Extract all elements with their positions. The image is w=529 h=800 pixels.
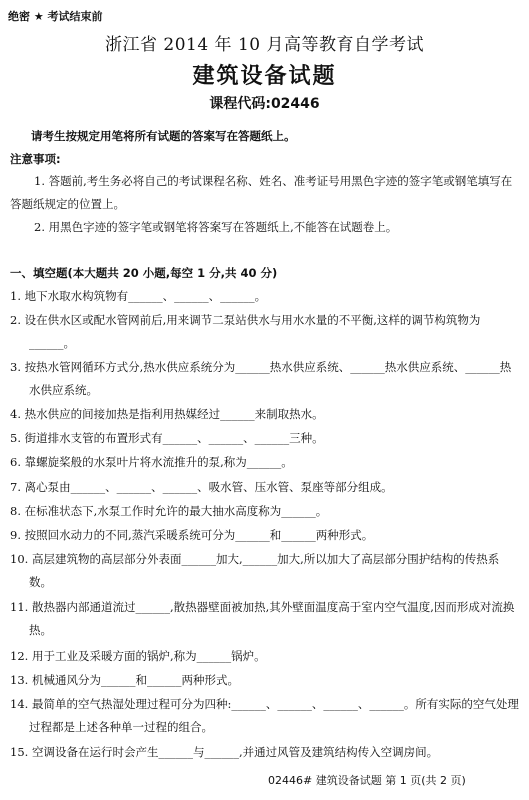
question-item: 4. 热水供应的间接加热是指利用热媒经过______来制取热水。 (10, 407, 324, 421)
answer-sheet-notice: 请考生按规定用笔将所有试题的答案写在答题纸上。 (31, 129, 296, 143)
question-item: 3. 按热水管网循环方式分,热水供应系统分为______热水供应系统、______热水供应系统、______热水供应系统。 (10, 360, 512, 397)
question-item: 15. 空调设备在运行时会产生______与______,并通过风管及建筑结构传入空调房间。 (10, 745, 439, 759)
question-item: 14. 最简单的空气热湿处理过程可分为四种:______、______、______、______。所有实际的空气处理过程都是上述各种单一过程的组合。 (10, 697, 519, 734)
question-item: 7. 离心泵由______、______、______、吸水管、压水管、泵座等部分组成。 (10, 480, 393, 494)
question-item: 1. 地下水取水构筑物有______、______、______。 (10, 289, 267, 303)
question-item: 10. 高层建筑物的高层部分外表面______加大,______加大,所以加大了高层部分围护结构的传热系数。 (10, 552, 500, 589)
question-item: 11. 散热器内部通道流过______,散热器壁面被加热,其外壁面温度高于室内空气温度,因而形成对流换热。 (10, 600, 515, 637)
section-title: 一、填空题(本大题共 20 小题,每空 1 分,共 40 分) (10, 266, 278, 280)
confidential-mark: 绝密 ★ 考试结束前 (8, 10, 103, 23)
notes-heading: 注意事项: (10, 152, 61, 166)
question-item: 2. 设在供水区或配水管网前后,用来调节二泵站供水与用水水量的不平衡,这样的调节构筑物为______。 (10, 313, 481, 350)
course-code: 课程代码:02446 (209, 96, 320, 112)
question-item: 12. 用于工业及采暖方面的锅炉,称为______锅炉。 (10, 649, 266, 663)
question-item: 9. 按照回水动力的不同,蒸汽采暖系统可分为______和______两种形式。 (10, 528, 374, 542)
question-item: 13. 机械通风分为______和______两种形式。 (10, 673, 239, 687)
question-item: 8. 在标准状态下,水泵工作时允许的最大抽水高度称为______。 (10, 504, 328, 518)
question-item: 5. 街道排水支管的布置形式有______、______、______三种。 (10, 431, 324, 445)
page-footer: 02446# 建筑设备试题 第 1 页(共 2 页) (268, 774, 466, 787)
paper-title: 建筑设备试题 (192, 64, 337, 89)
note-item: 1. 答题前,考生务必将自己的考试课程名称、姓名、准考证号用黑色字迹的签字笔或钢笔填写在答题纸规定的位置上。 (10, 174, 513, 211)
exam-title: 浙江省 2014 年 10 月高等教育自学考试 (104, 35, 424, 55)
question-item: 6. 靠螺旋桨般的水泵叶片将水流推升的泵,称为______。 (10, 455, 293, 469)
note-item: 2. 用黑色字迹的签字笔或钢笔将答案写在答题纸上,不能答在试题卷上。 (34, 220, 398, 234)
